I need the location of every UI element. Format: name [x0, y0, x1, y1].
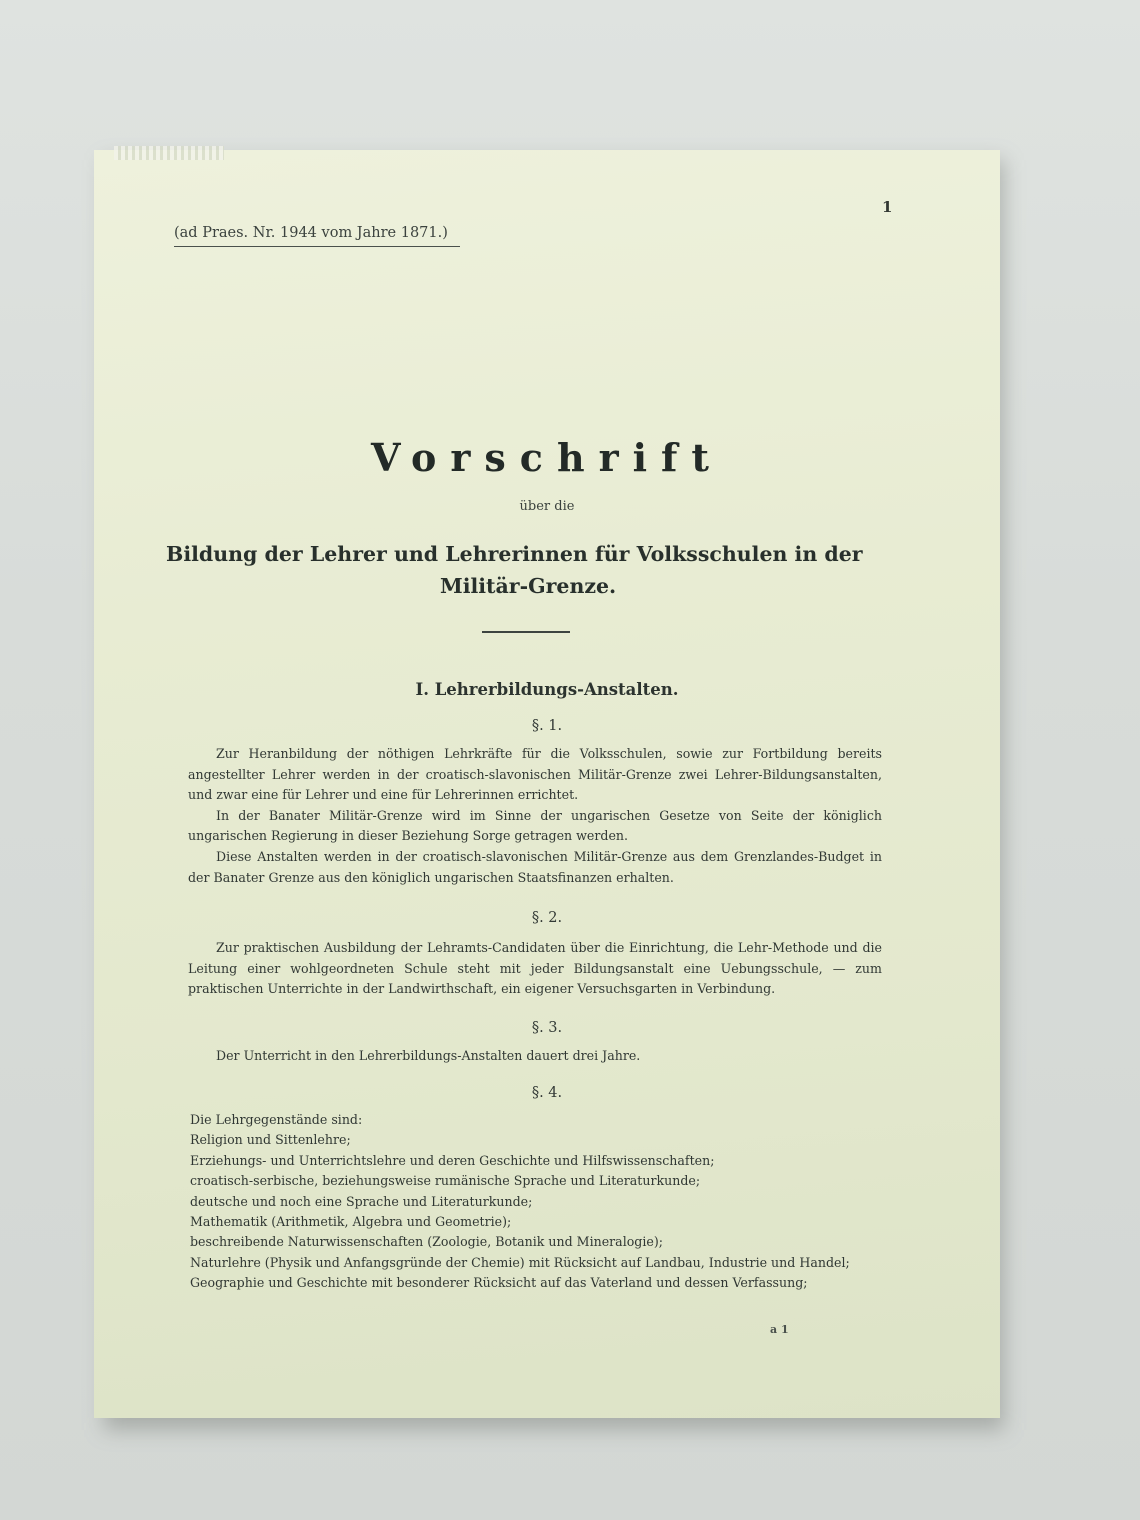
- reference-note: (ad Praes. Nr. 1944 vom Jahre 1871.): [174, 225, 460, 247]
- section-heading: I. Lehrerbildungs-Anstalten.: [415, 680, 679, 699]
- paragraph-number: §. 3.: [531, 1020, 563, 1036]
- paragraph-body: [188, 938, 882, 1000]
- list-item: Geographie und Geschichte mit besonderer Rücksicht auf das Vaterland und dessen Verfassung;: [190, 1275, 808, 1291]
- subject-list: [190, 1110, 890, 1294]
- document-title: Vorschrift: [371, 435, 723, 480]
- subtitle-line-2: Militär-Grenze.: [440, 574, 617, 598]
- paragraph-number: §. 2.: [531, 910, 563, 926]
- signature-mark: a 1: [770, 1323, 789, 1336]
- list-item: Die Lehrgegenstände sind:: [190, 1112, 363, 1127]
- paragraph-text: Zur Heranbildung der nöthigen Lehrkräfte für die Volksschulen, sowie zur Fortbildung bereits angestellter Lehrer werden in der croatisch-slavonischen Militär-Grenze zwei Lehrer-Bildungsanstalten, und zwar eine für Lehrer und eine für Lehrerinnen errichtet.: [188, 746, 882, 803]
- list-item: Naturlehre (Physik und Anfangsgründe der Chemie) mit Rücksicht auf Landbau, Industrie und Handel;: [190, 1254, 850, 1270]
- paragraph-number: §. 4.: [531, 1085, 563, 1101]
- list-item: Mathematik (Arithmetik, Algebra und Geometrie);: [190, 1214, 512, 1230]
- subtitle-line-1: Bildung der Lehrer und Lehrerinnen für Volksschulen in der: [166, 542, 863, 566]
- list-item: beschreibende Naturwissenschaften (Zoologie, Botanik und Mineralogie);: [190, 1234, 664, 1250]
- list-item: Religion und Sittenlehre;: [190, 1132, 351, 1148]
- page-number: 1: [882, 198, 893, 216]
- paragraph-text: Der Unterricht in den Lehrerbildungs-Anstalten dauert drei Jahre.: [216, 1048, 641, 1063]
- document-page: [94, 150, 1000, 1418]
- list-item: croatisch-serbische, beziehungsweise rumänische Sprache und Literaturkunde;: [190, 1173, 701, 1189]
- paragraph-text: In der Banater Militär-Grenze wird im Sinne der ungarischen Gesetze von Seite der königlich ungarischen Regierung in dieser Beziehung Sorge getragen werden.: [188, 807, 882, 844]
- list-item: deutsche und noch eine Sprache und Literaturkunde;: [190, 1193, 533, 1209]
- paragraph-body: [188, 744, 882, 888]
- paragraph-text: Zur praktischen Ausbildung der Lehramts-Candidaten über die Einrichtung, die Lehr-Methode und die Leitung einer wohlgeordneten Schule steht mit jeder Bildungsanstalt eine Uebungsschule, — zum praktischen Unterrichte in der Landwirthschaft, ein eigener Versuchsgarten in Verbindung.: [188, 940, 882, 997]
- document-subtitle: [166, 538, 930, 602]
- paragraph-text: Diese Anstalten werden in der croatisch-slavonischen Militär-Grenze aus dem Grenzlandes-Budget in der Banater Grenze aus den königlich ungarischen Staatsfinanzen erhalten.: [188, 848, 882, 885]
- paragraph-number: §. 1.: [531, 718, 563, 734]
- divider-rule: [482, 631, 570, 633]
- title-connector: über die: [519, 499, 575, 514]
- list-item: Erziehungs- und Unterrichtslehre und deren Geschichte und Hilfswissenschaften;: [190, 1152, 715, 1168]
- paragraph-body: [188, 1046, 882, 1067]
- torn-edge: [114, 146, 224, 160]
